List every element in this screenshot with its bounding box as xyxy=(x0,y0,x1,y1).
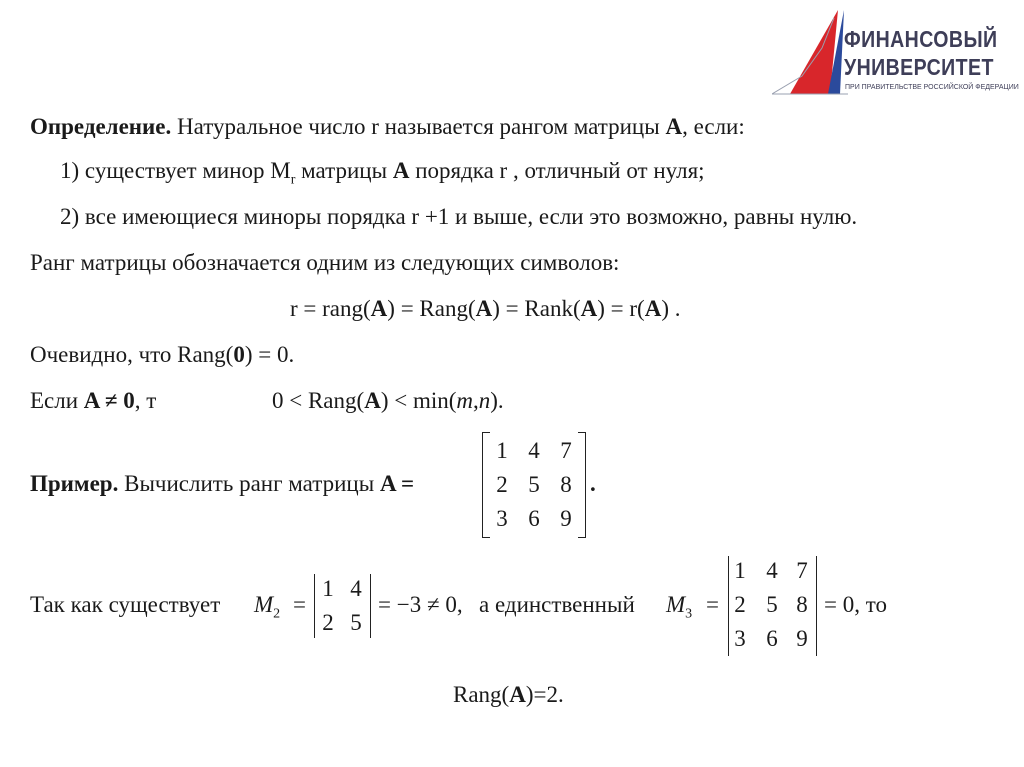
minor-symbol: M xyxy=(666,592,686,617)
matrix-symbol: A xyxy=(392,158,410,183)
matrix-cell: 3 xyxy=(496,506,508,531)
if-mid: , т xyxy=(134,388,157,413)
det-cell: 5 xyxy=(766,592,778,617)
det-cell: 3 xyxy=(734,626,746,651)
formula-part: ) = r( xyxy=(597,296,645,321)
rank-inequality xyxy=(272,386,504,416)
det-cell: 5 xyxy=(350,610,362,635)
var-m: m xyxy=(456,388,474,413)
minor-sub: 2 xyxy=(273,606,281,622)
example-dot: . xyxy=(590,471,596,496)
right-bracket xyxy=(578,432,586,538)
example-lhs: A = xyxy=(379,471,415,496)
det2-result: = −3 ≠ 0, xyxy=(378,592,463,617)
det-cell: 1 xyxy=(322,576,334,601)
det-cell: 4 xyxy=(766,558,778,583)
ineq-part: 0 < Rang( xyxy=(272,388,365,413)
logo-line-2: УНИВЕРСИТЕТ xyxy=(844,54,994,80)
logo-emblem-icon xyxy=(772,8,848,98)
cond1-mid: матрицы xyxy=(295,158,393,183)
matrix-symbol: A xyxy=(475,296,493,321)
cond1-tail: порядка r , отличный от нуля; xyxy=(409,158,705,183)
matrix-cell: 4 xyxy=(528,438,540,463)
left-bracket xyxy=(482,432,490,538)
matrix-symbol: A xyxy=(364,388,381,413)
rank-result xyxy=(453,680,564,710)
matrix-symbol: A xyxy=(665,114,683,139)
minor-sub: 3 xyxy=(685,606,693,622)
matrix-cell: 2 xyxy=(496,472,508,497)
formula-part: ) = Rang( xyxy=(387,296,476,321)
determinant-2x2 xyxy=(314,574,372,640)
logo-line-1: ФИНАНСОВЫЙ xyxy=(844,26,998,52)
obvious-post: ) = 0. xyxy=(244,342,295,367)
if-pre: Если xyxy=(30,388,84,413)
obvious-pre: Очевидно, что Rang( xyxy=(30,342,234,367)
definition-line xyxy=(30,112,745,142)
example-text: Вычислить ранг матрицы xyxy=(118,471,380,496)
matrix-cell: 7 xyxy=(560,438,572,463)
definition-term: Определение. xyxy=(30,114,172,139)
det-cell: 7 xyxy=(796,558,808,583)
example-line xyxy=(30,469,414,499)
since-mid: а единственный xyxy=(479,592,635,617)
det3-result: = 0, то xyxy=(824,592,887,617)
ineq-part: ). xyxy=(490,388,504,413)
matrix-symbol: A xyxy=(370,296,388,321)
ineq-comma: , xyxy=(473,388,479,413)
if-line xyxy=(30,386,156,416)
det-cell: 9 xyxy=(796,626,808,651)
det-cell: 2 xyxy=(322,610,334,635)
formula-part: ) = Rank( xyxy=(492,296,581,321)
logo-line-3: ПРИ ПРАВИТЕЛЬСТВЕ РОССИЙСКОЙ ФЕДЕРАЦИИ xyxy=(845,84,1019,91)
det-bar-right xyxy=(816,556,817,656)
example-term: Пример. xyxy=(30,471,119,496)
result-pre: Rang( xyxy=(453,682,510,707)
condition-1 xyxy=(60,156,705,196)
matrix-cell: 6 xyxy=(528,506,540,531)
eq-sign: = xyxy=(293,592,306,617)
det-bar-right xyxy=(370,574,371,638)
matrix-symbol: A xyxy=(509,682,526,707)
minor-m2 xyxy=(254,590,280,630)
det-bar-left xyxy=(314,574,315,638)
definition-text: Натуральное число r называется рангом матрицы xyxy=(171,114,666,139)
cond1-pre: 1) существует минор M xyxy=(60,158,291,183)
matrix-symbol: A xyxy=(644,296,662,321)
result-post: )=2. xyxy=(525,682,564,707)
det-cell: 4 xyxy=(350,576,362,601)
since-pre: Так как существует xyxy=(30,592,221,617)
ineq-part: ) < min( xyxy=(380,388,457,413)
matrix-cell: 1 xyxy=(496,438,508,463)
notation-formula xyxy=(290,294,680,324)
if-condition: A ≠ 0 xyxy=(83,388,135,413)
var-n: n xyxy=(478,388,491,413)
det-cell: 1 xyxy=(734,558,746,583)
matrix-cell: 5 xyxy=(528,472,540,497)
matrix-cell: 8 xyxy=(560,472,572,497)
university-logo xyxy=(772,8,1019,98)
obvious-line xyxy=(30,340,294,370)
eq-sign: = xyxy=(706,592,719,617)
condition-2: 2) все имеющиеся миноры порядка r +1 и выше, если это возможно, равны нулю. xyxy=(60,204,858,229)
matrix-symbol: A xyxy=(580,296,598,321)
formula-part: ) . xyxy=(661,296,681,321)
zero-matrix: 0 xyxy=(233,342,245,367)
minor-m3 xyxy=(666,590,692,630)
formula-part: r = rang( xyxy=(290,296,371,321)
det-cell: 8 xyxy=(796,592,808,617)
definition-tail: , если: xyxy=(682,114,745,139)
minor-symbol: M xyxy=(254,592,274,617)
det-cell: 6 xyxy=(766,626,778,651)
notation-intro: Ранг матрицы обозначается одним из следующих символов: xyxy=(30,250,620,275)
matrix-cell: 9 xyxy=(560,506,572,531)
example-matrix xyxy=(482,432,586,538)
cond1-sub: r xyxy=(290,172,296,188)
determinant-3x3 xyxy=(728,556,818,656)
det-cell: 2 xyxy=(734,592,746,617)
